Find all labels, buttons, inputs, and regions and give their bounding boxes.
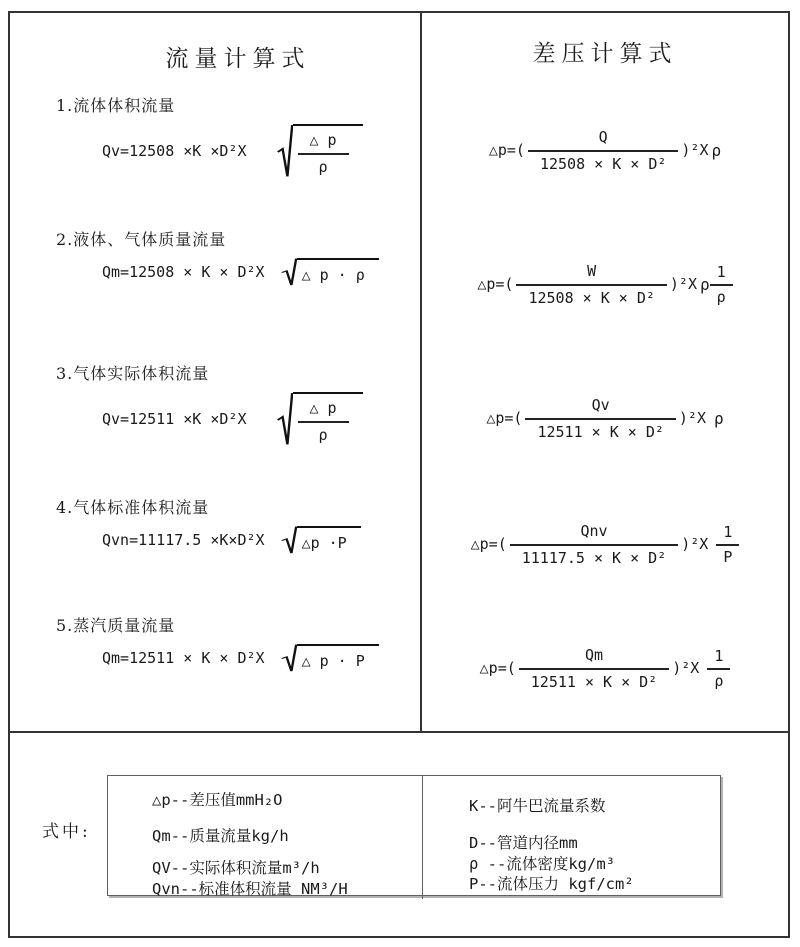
- dp-lhs: △p=(: [470, 535, 507, 553]
- radicand: △p ·P: [301, 533, 347, 552]
- fraction-denominator: ρ: [707, 668, 730, 690]
- fraction-numerator: Qv: [591, 395, 610, 414]
- square-root: [277, 392, 363, 446]
- square-root: [277, 124, 363, 178]
- formula-expression: Qm=12508 × K × D²X: [102, 263, 265, 281]
- page-border-frame: [8, 11, 790, 938]
- formula-title: 4.气体标准体积流量: [56, 498, 210, 517]
- dp-formula-row-5: [422, 603, 788, 733]
- legend-item: △p--差压值mmH₂O: [152, 791, 283, 809]
- dp-close: )²X: [681, 535, 709, 553]
- dp-lhs: △p=(: [479, 659, 516, 677]
- radicand-fraction: [298, 131, 349, 176]
- formula-title: 2.液体、气体质量流量: [56, 230, 227, 249]
- dp-lhs: △p=(: [477, 275, 514, 293]
- legend-item: D--管道内径mm: [469, 834, 578, 852]
- symbol-legend-box: [107, 775, 721, 896]
- fraction-denominator: 12511 × K × D²: [525, 418, 675, 441]
- formula-expression: Qm=12511 × K × D²X: [102, 649, 265, 667]
- square-root: [281, 258, 379, 286]
- dp-column-header: [422, 13, 788, 83]
- legend-item: P--流体压力 kgf/cm²: [469, 875, 634, 893]
- dp-close: )²X: [678, 409, 706, 427]
- dp-formula: [480, 646, 731, 691]
- dp-formula-row-2: [422, 217, 788, 351]
- legend-item: QV--实际体积流量m³/h: [152, 859, 320, 877]
- legend-right-column: [423, 776, 720, 899]
- formula-expression: Qv=12508 ×K ×D²X: [102, 142, 247, 160]
- fraction-denominator: 12508 × K × D²: [516, 284, 666, 307]
- fraction-numerator: 1: [723, 522, 733, 541]
- dp-fraction: [519, 646, 669, 691]
- dp-fraction: [510, 522, 679, 567]
- fraction-denominator: 11117.5 × K × D²: [510, 544, 679, 567]
- flow-column-header: [10, 13, 422, 83]
- fraction-numerator: W: [587, 261, 597, 280]
- fraction-numerator: △ p: [309, 131, 337, 149]
- fraction-numerator: △ p: [309, 399, 337, 417]
- radicand-fraction: [298, 399, 349, 444]
- radical-sign-icon: [281, 258, 297, 286]
- formula-title: 1.流体体积流量: [56, 96, 176, 115]
- dp-lhs: △p=(: [488, 141, 525, 159]
- legend-left-column: [108, 776, 423, 899]
- legend-item: Qvn--标准体积流量 NM³/H: [152, 880, 348, 898]
- flow-formula-row-5: [10, 603, 422, 733]
- dp-formula-row-3: [422, 351, 788, 485]
- dp-close: )²X: [672, 659, 700, 677]
- dp-fraction: [516, 262, 666, 307]
- fraction-numerator: Qnv: [580, 521, 608, 540]
- dp-tail: ρ: [711, 140, 722, 160]
- where-label: 式中:: [42, 822, 91, 842]
- flow-formula-row-3: [10, 351, 422, 485]
- legend-item: ρ --流体密度kg/m³: [469, 855, 615, 873]
- fraction-numerator: Qm: [584, 645, 604, 664]
- dp-tail-fraction: [716, 523, 739, 566]
- dp-formula: [471, 522, 740, 567]
- dp-close: )²X: [681, 141, 709, 159]
- dp-fraction: [528, 128, 678, 173]
- radicand: △ p · P: [301, 651, 365, 670]
- dp-formula-row-1: [422, 83, 788, 217]
- dp-tail-fraction: [710, 263, 733, 306]
- formula-expression: Qv=12511 ×K ×D²X: [102, 410, 247, 428]
- dp-tail: ρ: [699, 274, 710, 294]
- flow-formula-row-1: [10, 83, 422, 217]
- radical-sign-icon: [281, 644, 297, 672]
- formula-expression-line: [56, 526, 420, 554]
- legend-item: Qm--质量流量kg/h: [152, 827, 289, 845]
- dp-fraction: [525, 396, 675, 441]
- radical-sign-icon: [281, 526, 297, 554]
- fraction-denominator: P: [716, 544, 739, 566]
- square-root: [281, 526, 361, 554]
- radical-sign-icon: [277, 124, 293, 178]
- dp-formula: [477, 262, 732, 307]
- fraction-denominator: ρ: [298, 421, 349, 444]
- symbol-legend-section: [10, 733, 788, 936]
- dp-close: )²X: [669, 275, 697, 293]
- radical-sign-icon: [277, 392, 293, 446]
- dp-formula: [489, 128, 721, 173]
- legend-item: K--阿牛巴流量系数: [469, 797, 606, 815]
- dp-formula: [486, 396, 723, 441]
- formula-title: 5.蒸汽质量流量: [56, 616, 176, 635]
- fraction-denominator: 12511 × K × D²: [519, 668, 669, 691]
- flow-formula-row-2: [10, 217, 422, 351]
- formula-table: [10, 13, 788, 733]
- fraction-numerator: 1: [716, 262, 726, 281]
- fraction-denominator: ρ: [710, 284, 733, 306]
- flow-formula-row-4: [10, 485, 422, 603]
- square-root: [281, 644, 379, 672]
- dp-tail-fraction: [707, 647, 730, 690]
- dp-lhs: △p=(: [486, 409, 523, 427]
- formula-expression-line: [56, 392, 420, 446]
- dp-formula-row-4: [422, 485, 788, 603]
- dp-tail: ρ: [714, 408, 724, 428]
- formula-title: 3.气体实际体积流量: [56, 364, 210, 383]
- fraction-denominator: 12508 × K × D²: [528, 150, 678, 173]
- dp-title: 差压计算式: [532, 40, 678, 67]
- fraction-denominator: ρ: [298, 153, 349, 176]
- fraction-numerator: 1: [714, 646, 724, 665]
- formula-expression-line: [56, 644, 420, 672]
- fraction-numerator: Q: [598, 127, 608, 146]
- formula-expression-line: [56, 258, 420, 286]
- formula-expression-line: [56, 124, 420, 178]
- formula-expression: Qvn=11117.5 ×K×D²X: [102, 531, 265, 549]
- flow-title: 流量计算式: [165, 45, 311, 72]
- radicand: △ p · ρ: [301, 265, 365, 284]
